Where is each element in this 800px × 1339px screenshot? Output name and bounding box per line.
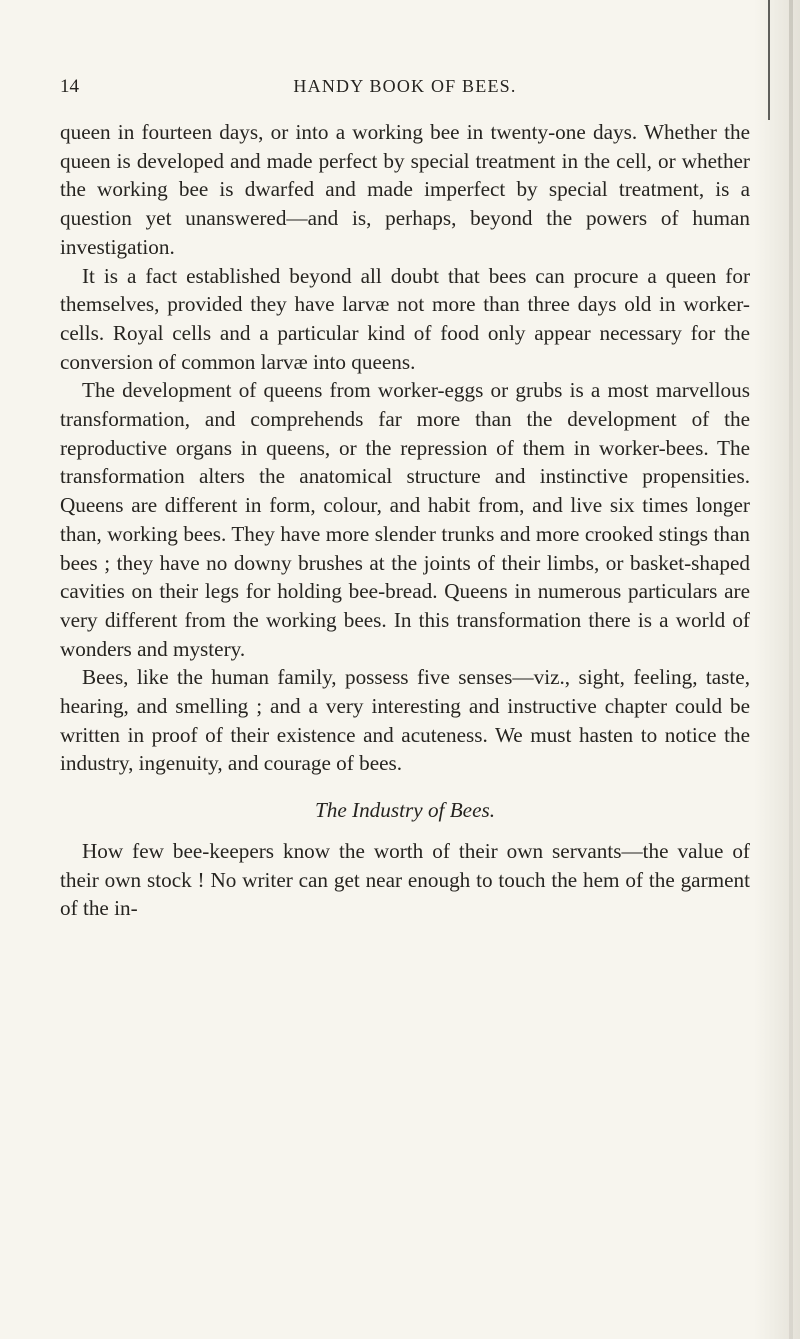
body-text bbox=[60, 118, 750, 923]
section-heading: The Industry of Bees. bbox=[314, 798, 496, 823]
paragraph-5: How few bee-keepers know the worth of their own servants—the value of their own stock ! No writer can get near enough to touch the hem of the garment of the in- bbox=[60, 838, 750, 921]
paragraph-1: queen in fourteen days, or into a working bee in twenty-one days. Whether the queen is developed and made perfect by special treatment in the cell, or whether the working bee is dwarfed and made imperfect by special treatment, is a question yet unanswered—and is, perhaps, beyond the powers of human investigation. bbox=[60, 120, 750, 259]
paragraph-4: Bees, like the human family, possess five senses—viz., sight, feeling, taste, hearing, and smelling ; and a very interesting and instructive chapter could be written in proof of their existence and acuteness. We must hasten to notice the industry, ingenuity, and courage of bees. bbox=[60, 665, 750, 776]
paragraph-2: It is a fact established beyond all doubt that bees can procure a queen for themselves, provided they have larvæ not more than three days old in worker-cells. Royal cells and a particular kind of food only appear necessary for the conversion of common larvæ into queens. bbox=[60, 263, 750, 374]
paragraph-3: The development of queens from worker-eggs or grubs is a most marvellous transformation, and comprehends far more than the development of the reproductive organs in queens, or the repression of them in worker-bees. The transformation alters the anatomical structure and instinctive propensities. Queens are different in form, colour, and habit from, and live six times longer than, working bees. They have more slender trunks and more crooked stings than bees ; they have no downy brushes at the joints of their limbs, or basket-shaped cavities on their legs for holding bee-bread. Queens in numerous particulars are very different from the working bees. In this transformation there is a world of wonders and mystery. bbox=[60, 378, 750, 661]
running-title: HANDY BOOK OF BEES. bbox=[293, 76, 517, 96]
page-number: 14 bbox=[60, 76, 79, 97]
page-edge-shade bbox=[789, 0, 793, 1339]
page-edge-mark bbox=[768, 0, 770, 120]
page-header bbox=[60, 76, 750, 102]
page-edge-shadow bbox=[754, 0, 800, 1339]
